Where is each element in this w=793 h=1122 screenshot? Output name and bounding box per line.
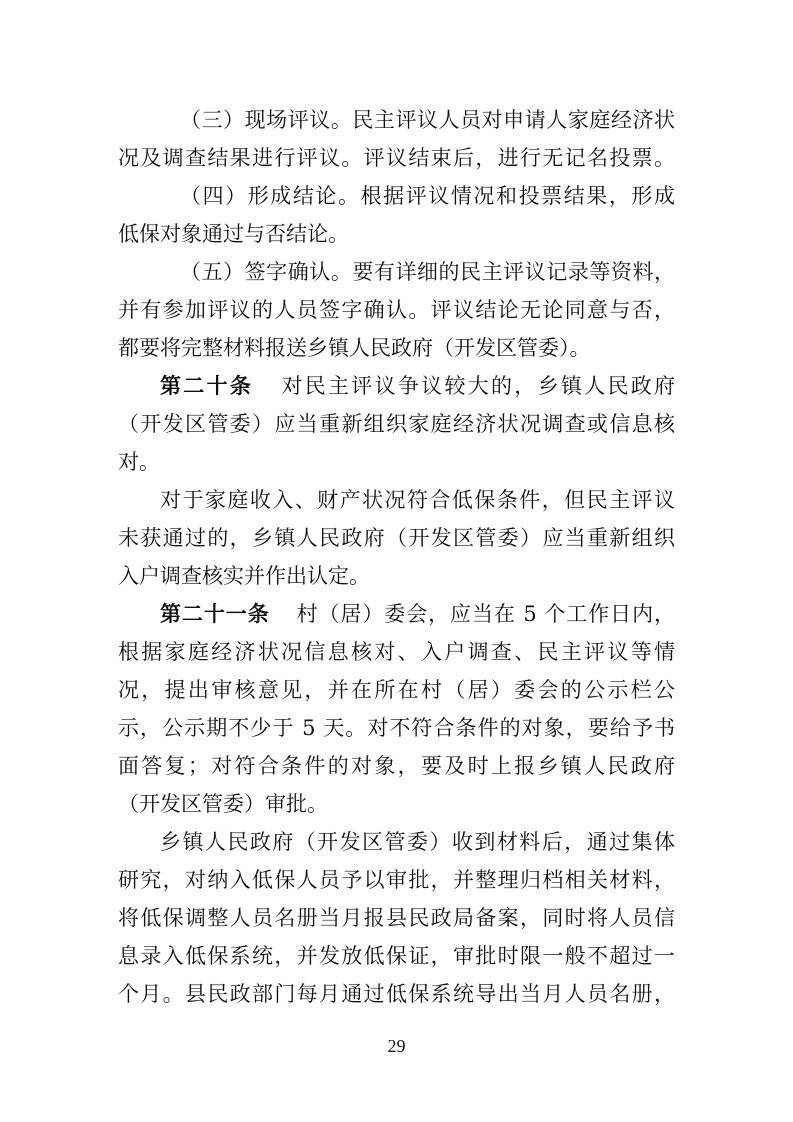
text-line: 入户调查核实并作出认定。 [118,564,370,588]
text-line: 况及调查结果进行评议。评议结束后，进行无记名投票。 [118,146,675,170]
text-line: 根据家庭经济状况信息核对、入户调查、民主评议等情 [118,640,675,664]
text-line: 研究，对纳入低保人员予以审批，并整理归档相关材料， [118,868,675,892]
article-heading: 第二十一条 [160,602,270,626]
text-line: 况，提出审核意见，并在所在村（居）委会的公示栏公 [118,678,675,702]
text-line: （开发区管委）审批。 [118,792,328,816]
text-line: 对。 [118,450,160,474]
text-line: （开发区管委）应当重新组织家庭经济状况调查或信息核 [118,412,675,436]
article-text: 对民主评议争议较大的，乡镇人民政府 [279,374,676,398]
text-line: （五）签字确认。要有详细的民主评议记录等资料， [180,260,675,284]
text-line: （三）现场评议。民主评议人员对申请人家庭经济状 [180,108,675,132]
text-line: 未获通过的，乡镇人民政府（开发区管委）应当重新组织 [118,526,675,550]
page-number: 29 [387,1036,406,1056]
text-line: 示，公示期不少于 5 天。对不符合条件的对象，要给予书 [118,716,675,740]
article-heading: 第二十条 [160,374,254,398]
text-line: 对于家庭收入、财产状况符合低保条件，但民主评议 [160,488,675,512]
text-line: 息录入低保系统，并发放低保证，审批时限一般不超过一 [118,944,675,968]
article-text: 村（居）委会，应当在 5 个工作日内， [295,602,676,626]
article-21-first-line [160,597,675,631]
text-line: 并有参加评议的人员签字确认。评议结论无论同意与否， [118,298,675,322]
text-line: 都要将完整材料报送乡镇人民政府（开发区管委）。 [118,336,591,360]
text-line: 面答复；对符合条件的对象，要及时上报乡镇人民政府 [118,754,675,778]
text-line: 低保对象通过与否结论。 [118,222,349,246]
text-line: 乡镇人民政府（开发区管委）收到材料后，通过集体 [160,830,675,854]
text-line: 将低保调整人员名册当月报县民政局备案，同时将人员信 [118,906,675,930]
text-line: 个月。县民政部门每月通过低保系统导出当月人员名册， [118,982,675,1006]
article-20-first-line [160,369,675,403]
text-line: （四）形成结论。根据评议情况和投票结果，形成 [180,184,675,208]
